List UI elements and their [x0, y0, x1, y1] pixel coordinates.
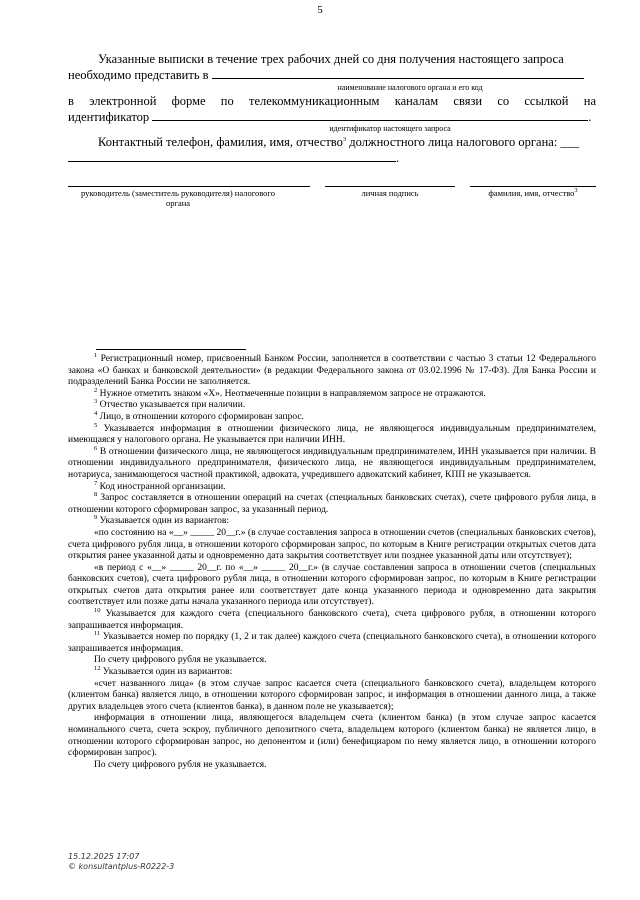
footnote-3: $^3$ Отчество указывается при наличии. — [94, 398, 246, 411]
print-source: © konsultantplus-R0222-3 — [68, 862, 175, 871]
request-identifier-caption: идентификатор настоящего запроса — [329, 124, 451, 133]
tax-authority-field[interactable] — [212, 67, 584, 79]
full-name-signature-caption: фамилия, имя, отчество$^3$ — [488, 187, 578, 198]
contact-label: Контактный телефон, фамилия, имя, отчество — [98, 135, 343, 149]
footnote-10: $^{10}$ Указывается для каждого счета (специального банковского счета), счета цифрового рубля, в отношении которого запрашивается информация. — [68, 606, 596, 631]
personal-signature-line[interactable] — [325, 186, 455, 187]
head-signature-caption: руководитель (заместитель руководителя) налогового органа — [81, 188, 275, 208]
footnote-7: $^7$ Код иностранной организации. — [94, 479, 226, 492]
footnote-9-option-b: «в период с «__» _____ 20__г. по «__» _____ 20__г.» (в случае составления запроса в отношении счетов (специальных банковских счетов), счета цифрового рубля лица, в отношении которого сформирован запрос, по которым в Книге регистрации открытых счетов дата открытия ранее или соответствует дате конца указанного периода и одновременно дата закрытия соответствует или позже даты начала указанного периода или отсутствует). — [68, 562, 596, 608]
footnote-12-option-a: «счет названного лица» (в этом случае запрос касается счета (специального банковского счета), владельцем которого (клиентом банка) является лицо, в отношении которого сформирован запрос, и информация в отношении данного лица, а также других владельцев этого счета (клиентов банка), в данном поле не указывается); — [68, 678, 596, 712]
footnote-1: $^1$ Регистрационный номер, присвоенный Банком России, заполняется в соответствии с частью 3 статьи 12 Федерального закона «О банках и банковской деятельности» (в редакции Федерального закона от 03.02.1996 № 17-ФЗ). Для Банка России и подразделений Банка России не заполняется. — [68, 351, 596, 388]
footnote-11-note: По счету цифрового рубля не указывается. — [94, 655, 267, 666]
contact-field[interactable] — [68, 150, 396, 162]
footnote-12: $^{12}$ Указывается один из вариантов: — [94, 664, 233, 678]
tax-authority-caption: наименование налогового органа и его код — [337, 83, 483, 92]
footnote-2: $^2$ Нужное отметить знаком «Х». Неотмеченные позиции в направляемом запросе не отражаются. — [94, 386, 486, 399]
footnote-11: $^{11}$ Указывается номер по порядку (1, 2 и так далее) каждого счета (специального банковского счета), в отношении которого запрашивается информация. — [68, 630, 596, 654]
electronic-paragraph: в электронной форме по телекоммуникационным каналам связи со ссылкой на идентификатор . — [68, 94, 596, 124]
request-identifier-field[interactable] — [152, 109, 588, 121]
footnote-9-option-a: «по состоянию на «__» _____ 20__г.» (в случае составления запроса в отношении счетов (специальных банковских счетов), счета цифрового рубля лица, в отношении которого сформирован запрос, по которым в Книге регистрации открытых счетов дата открытия ранее указанной даты и одновременно дата закрытия соответствует или позднее указанной даты или отсутствует); — [68, 527, 596, 562]
delivery-line-1: Указанные выписки в течение трех рабочих дней со дня получения настоящего запроса — [98, 52, 564, 66]
footnote-12-option-b: информация в отношении лица, являющегося владельцем счета (клиентом банка) (в этом случае запрос касается номинального счета, счета эскроу, публичного депозитного счета, владельцем которого (клиентом банка) не является лицо, в отношении которого сформирован запрос, но депонентом и (или) бенефициаром по нему является лицо, в отношении которого сформирован запрос). — [68, 713, 596, 759]
footnote-6: $^6$ В отношении физического лица, не являющегося индивидуальным предпринимателем, ИНН указывается при наличии. В отношении индивидуального предпринимателя, физического лица, не являющегося индивидуальным предпринимателем, нотариуса, занимающегося частной практикой, адвоката, учредившего адвокатский кабинет, КПП не указывается. — [68, 444, 597, 480]
delivery-paragraph — [68, 52, 596, 83]
personal-signature-caption: личная подпись — [361, 188, 419, 198]
contact-paragraph: Контактный телефон, фамилия, имя, отчество$^3$ должностного лица налогового органа: ___ . — [68, 135, 596, 166]
footnote-4: $^4$ Лицо, в отношении которого сформирован запрос. — [94, 409, 304, 422]
electronic-line-1: в электронной форме по телекоммуникационным каналам связи со ссылкой на — [68, 94, 596, 108]
footnote-9: $^9$ Указывается один из вариантов: — [94, 514, 230, 527]
footnotes — [68, 351, 597, 771]
delivery-line-2: необходимо представить в — [68, 68, 209, 82]
print-timestamp: 15.12.2025 17:07 — [68, 852, 140, 861]
footnote-8: $^8$ Запрос составляется в отношении операций на счетах (специальных банковских счетах), счете цифрового рубля лица, в отношении которого сформирован запрос, за указанный период. — [68, 490, 596, 515]
footnote-5: $^5$ Указывается информация в отношении физического лица, не являющегося индивидуальным предпринимателем, имеющаяся у налогового органа. Не указывается при наличии ИНН. — [68, 421, 596, 446]
head-signature-line[interactable] — [68, 186, 310, 187]
footnote-separator — [96, 349, 246, 350]
page-number: 5 — [317, 4, 323, 16]
print-footer — [68, 852, 174, 872]
footnote-12-note: По счету цифрового рубля не указывается. — [94, 759, 267, 770]
electronic-line-2: идентификатор — [68, 110, 150, 124]
